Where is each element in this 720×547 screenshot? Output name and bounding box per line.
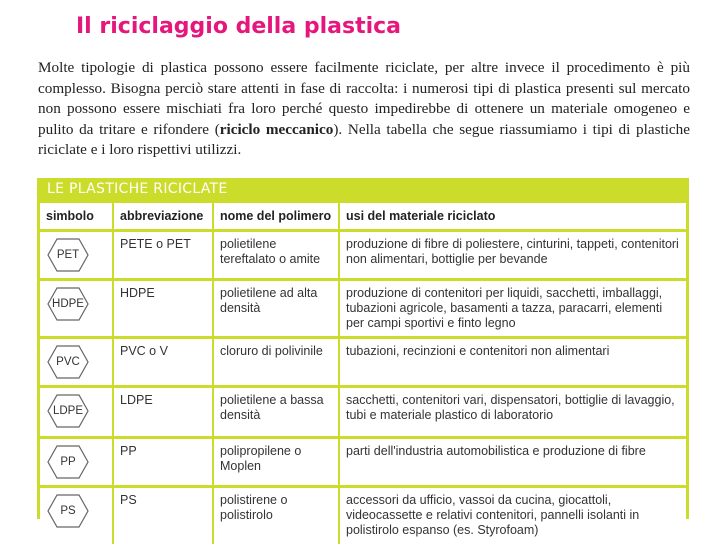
symbol-cell	[40, 388, 114, 436]
abbreviation-cell: PP	[114, 439, 214, 485]
intro-paragraph	[38, 58, 690, 161]
abbreviation-cell: PS	[114, 488, 214, 544]
recycling-symbol-icon	[46, 237, 90, 273]
table-row	[40, 281, 686, 336]
recycling-symbol-icon	[46, 286, 90, 322]
recycled-plastics-box	[37, 178, 689, 537]
table-row	[40, 388, 686, 436]
polymer-name-cell: polipropilene o Moplen	[214, 439, 340, 485]
recycling-symbol-icon	[46, 344, 90, 380]
table-row	[40, 232, 686, 278]
symbol-code: LDPE	[52, 405, 84, 417]
plastics-table	[40, 200, 686, 547]
symbol-cell	[40, 339, 114, 385]
header-symbol: simbolo	[40, 203, 114, 229]
uses-cell: produzione di contenitori per liquidi, sacchetti, imballaggi, tubazioni agricole, basamenti a tazza, paracarri, elementi per campi sportivi e finto legno	[340, 281, 686, 336]
uses-cell: tubazioni, recinzioni e contenitori non alimentari	[340, 339, 686, 385]
table-header-row	[40, 203, 686, 229]
table-row	[40, 439, 686, 485]
abbreviation-cell: PETE o PET	[114, 232, 214, 278]
abbreviation-cell: PVC o V	[114, 339, 214, 385]
intro-bold-term: riciclo meccanico	[219, 120, 334, 138]
polymer-name-cell: polietilene tereftalato o amite	[214, 232, 340, 278]
recycling-symbol-icon	[46, 444, 90, 480]
page-title: Il riciclaggio della plastica	[76, 14, 402, 39]
recycling-symbol-icon	[46, 493, 90, 529]
symbol-code: PS	[60, 505, 76, 517]
uses-cell: accessori da ufficio, vassoi da cucina, giocattoli, videocassette e relativi contenitori, pannelli isolanti in polistirolo espanso (es. Styrofoam)	[340, 488, 686, 544]
header-polymer-name: nome del polimero	[214, 203, 340, 229]
uses-cell: produzione di fibre di poliestere, cinturini, tappeti, contenitori non alimentari, bottiglie per bevande	[340, 232, 686, 278]
polymer-name-cell: polietilene ad alta densità	[214, 281, 340, 336]
symbol-code: PP	[60, 456, 76, 468]
intro-text-before: Molte tipologie di plastica possono essere facilmente riciclate, per altre invece il procedimento è più complesso. Bisogna perciò stare attenti in fase di raccolta: i numerosi tipi di plastica presenti sul mercato non possono essere mischiati fra loro perché questo impedirebbe di ottenere un materiale omogeneo e pulito da tritare e rifondere (	[38, 59, 690, 138]
header-abbreviation: abbreviazione	[114, 203, 214, 229]
symbol-cell	[40, 281, 114, 336]
box-title: LE PLASTICHE RICICLATE	[47, 181, 228, 197]
symbol-code: HDPE	[52, 298, 84, 310]
symbol-code: PET	[56, 249, 80, 261]
polymer-name-cell: polietilene a bassa densità	[214, 388, 340, 436]
table-row	[40, 488, 686, 544]
symbol-cell	[40, 232, 114, 278]
table-row	[40, 339, 686, 385]
polymer-name-cell: cloruro di polivinile	[214, 339, 340, 385]
uses-cell: sacchetti, contenitori vari, dispensatori, bottiglie di lavaggio, tubi e materiale plastico di laboratorio	[340, 388, 686, 436]
abbreviation-cell: HDPE	[114, 281, 214, 336]
symbol-cell	[40, 488, 114, 544]
symbol-code: PVC	[56, 356, 80, 368]
recycling-symbol-icon	[46, 393, 90, 429]
intro-text-after: ). Nella tabella che segue riassumiamo i tipi di plastiche riciclate e i loro rispettivi utilizzi.	[38, 120, 690, 158]
header-uses: usi del materiale riciclato	[340, 203, 686, 229]
symbol-cell	[40, 439, 114, 485]
polymer-name-cell: polistirene o polistirolo	[214, 488, 340, 544]
uses-cell: parti dell'industria automobilistica e produzione di fibre	[340, 439, 686, 485]
abbreviation-cell: LDPE	[114, 388, 214, 436]
